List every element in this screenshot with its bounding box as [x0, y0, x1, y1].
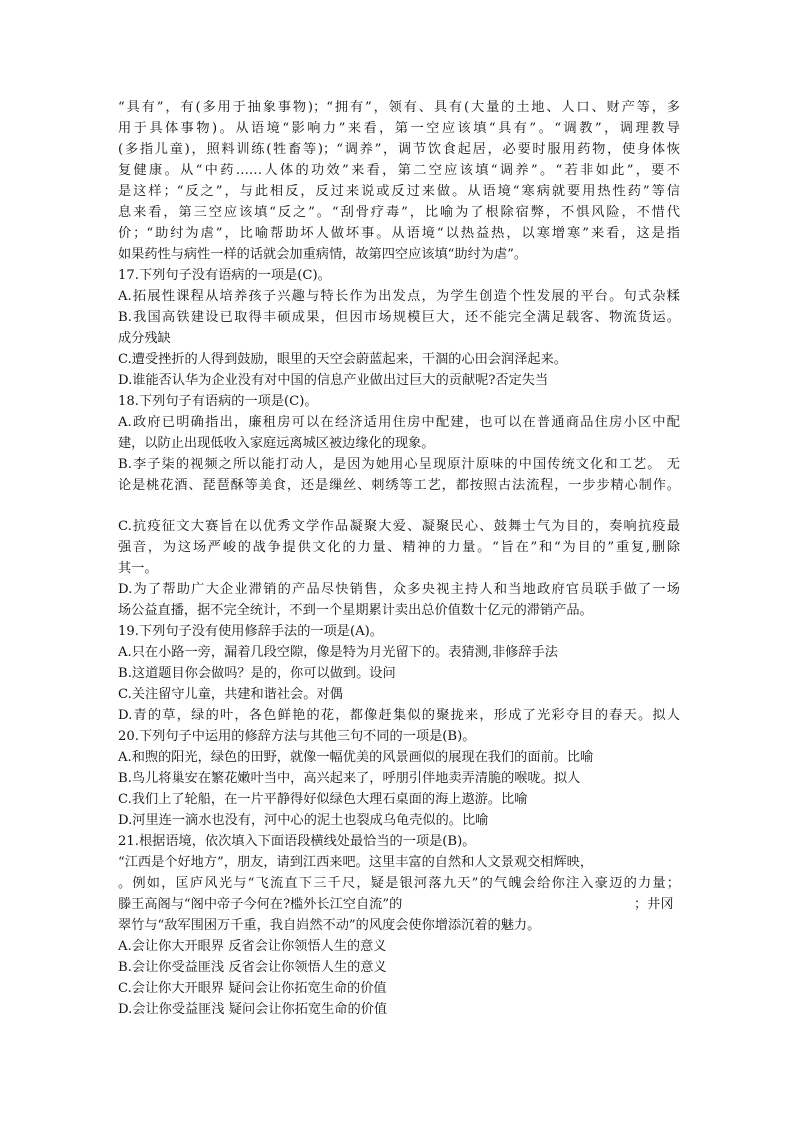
passage-line: 。例如，匡庐风光与“飞流直下三千尺，疑是银河落九天”的气魄会给你注入豪迈的力量； — [118, 876, 680, 891]
option-line: D.河里连一滴水也没有，河中心的泥土也裂成乌龟壳似的。比喻 — [118, 813, 489, 828]
text-line: 息来看，第三空应该填“反之”。“刮骨疗毒”，比喻为了根除宿弊，不惧风险，不惜代 — [118, 205, 680, 220]
question-stem: 21.根据语境，依次填入下面语段横线处最恰当的一项是(B)。 — [118, 834, 476, 849]
question-stem: 20.下列句子中运用的修辞方法与其他三句不同的一项是(B)。 — [118, 729, 476, 744]
option-line: B.我国高铁建设已取得丰硕成果，但因市场规模巨大，还不能完全满足载客、物流货运。 — [118, 310, 680, 325]
text-line: “具有”，有(多用于抽象事物)；“拥有”，领有、具有(大量的土地、人口、财产等，多 — [118, 100, 680, 115]
text-line: 如果药性与病性一样的话就会加重病情，故第四空应该填“助纣为虐”。 — [118, 247, 528, 262]
option-line: B.李子柒的视频之所以能打动人，是因为她用心呈现原汁原味的中国传统文化和工艺。 无 — [118, 457, 680, 472]
passage-line: 翠竹与“敌军围困万千重，我自岿然不动”的风度会使你增添沉着的魅力。 — [118, 918, 541, 933]
option-line: 场公益直播，据不完全统计，不到一个星期累计卖出总价值数十亿元的滞销产品。 — [118, 603, 593, 618]
text-line: 是这样；“反之”，与此相反，反过来说或反过来做。从语境“寒病就要用热性药”等信 — [118, 184, 680, 199]
option-line: A.政府已明确指出，廉租房可以在经济适用住房中配建，也可以在普通商品住房小区中配 — [118, 415, 680, 430]
option-line: D.谁能否认华为企业没有对中国的信息产业做出过巨大的贡献呢?否定失当 — [118, 373, 549, 388]
passage-line-end: ；井冈 — [634, 897, 674, 912]
passage-line: 滕王高阁与“阁中帝子今何在?槛外长江空自流”的 — [118, 897, 403, 912]
option-line: 成分残缺 — [118, 331, 171, 346]
question-stem: 19.下列句子没有使用修辞手法的一项是(A)。 — [118, 624, 383, 639]
option-line: 强音，为这场严峻的战争提供文化的力量、精神的力量。“旨在”和“为目的”重复,删除 — [118, 540, 680, 555]
option-line: C.遭受挫折的人得到鼓励，眼里的天空会蔚蓝起来，干涸的心田会润泽起来。 — [118, 352, 567, 367]
option-line: C.我们上了轮船，在一片平静得好似绿色大理石桌面的海上遨游。比喻 — [118, 792, 528, 807]
option-line: A.会让你大开眼界 反省会让你领悟人生的意义 — [118, 939, 387, 954]
option-line: C.抗疫征文大赛旨在以优秀文学作品凝聚大爱、凝聚民心、鼓舞士气为目的，奏响抗疫最 — [118, 519, 680, 534]
option-line: D.青的草，绿的叶，各色鲜艳的花，都像赶集似的聚拢来，形成了光彩夺目的春天。拟人 — [118, 708, 680, 723]
text-line: (多指儿童)，照料训练(牲畜等)；“调养”，调节饮食起居，必要时服用药物，使身体恢 — [118, 142, 680, 157]
text-line: 价；“助纣为虐”，比喻帮助坏人做坏事。从语境“以热益热，以寒增寒”来看，这是指 — [118, 226, 680, 241]
text-line: 复健康。从“中药……人体的功效”来看，第二空应该填“调养”。“若非如此”，要不 — [118, 163, 680, 178]
option-line: 论是桃花酒、琵琶酥等美食，还是缫丝、刺绣等工艺，都按照古法流程，一步步精心制作。 — [118, 478, 680, 493]
option-line: D.为了帮助广大企业滞销的产品尽快销售，众多央视主持人和当地政府官员联手做了一场 — [118, 582, 680, 597]
option-line: A.拓展性课程从培养孩子兴趣与特长作为出发点，为学生创造个性发展的平台。句式杂糅 — [118, 289, 680, 304]
question-stem: 17.下列句子没有语病的一项是(C)。 — [118, 268, 331, 283]
question-stem: 18.下列句子有语病的一项是(C)。 — [118, 394, 318, 409]
text-line: 用于具体事物)。从语境“影响力”来看，第一空应该填“具有”。“调教”，调理教导 — [118, 121, 680, 136]
option-line: C.关注留守儿童，共建和谐社会。对偶 — [118, 687, 343, 702]
option-line: A.和煦的阳光，绿色的田野，就像一幅优美的风景画似的展现在我们的面前。比喻 — [118, 750, 594, 765]
option-line: 其一。 — [118, 561, 158, 576]
option-line: 建，以防止出现低收入家庭远离城区被边缘化的现象。 — [118, 436, 435, 451]
option-line: B.鸟儿将巢安在繁花嫩叶当中，高兴起来了，呼朋引伴地卖弄清脆的喉咙。拟人 — [118, 771, 581, 786]
option-line: C.会让你大开眼界 疑问会让你拓宽生命的价值 — [118, 981, 387, 996]
option-line: D.会让你受益匪浅 疑问会让你拓宽生命的价值 — [118, 1002, 388, 1017]
option-line: A.只在小路一旁，漏着几段空隙，像是特为月光留下的。表猜测,非修辞手法 — [118, 645, 558, 660]
passage-line: “江西是个好地方”，朋友，请到江西来吧。这里丰富的自然和人文景观交相辉映， — [118, 855, 594, 870]
option-line: B.这道题目你会做吗？是的，你可以做到。设问 — [118, 666, 396, 681]
option-line: B.会让你受益匪浅 反省会让你领悟人生的意义 — [118, 960, 387, 975]
